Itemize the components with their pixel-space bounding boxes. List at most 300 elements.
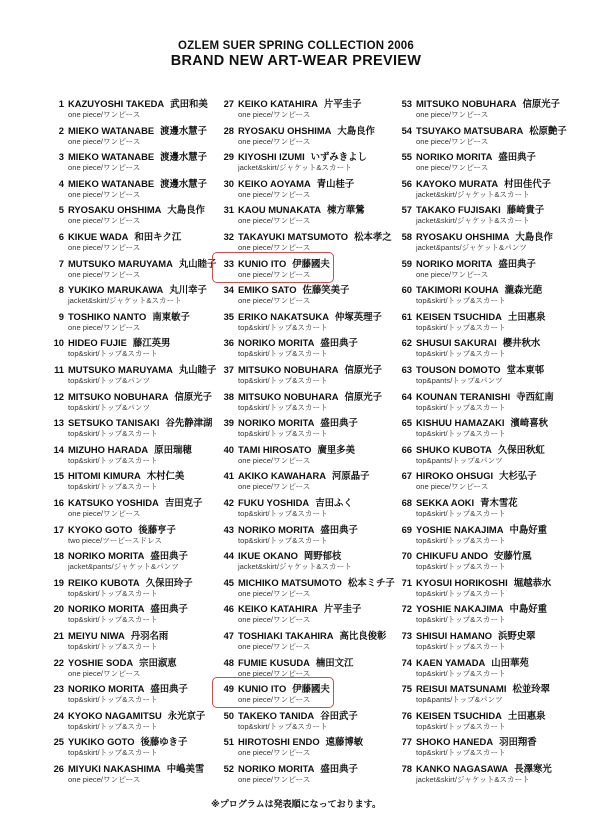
designer-name-japanese: 松原艶子 bbox=[529, 124, 567, 136]
program-entry bbox=[394, 681, 570, 708]
program-entry bbox=[46, 468, 211, 495]
entry-title-line bbox=[46, 468, 184, 482]
designer-name-japanese: いずみきよし bbox=[310, 151, 367, 163]
designer-name-japanese: 谷田武子 bbox=[320, 709, 358, 721]
entry-number: 2 bbox=[58, 124, 64, 136]
program-entry bbox=[46, 522, 211, 549]
garment-type: top&skirt/トップ&スカート bbox=[416, 535, 506, 545]
entry-number: 50 bbox=[223, 709, 234, 721]
designer-name: KYOKO NAGAMITSU bbox=[68, 709, 162, 721]
garment-type: top&skirt/トップ&スカート bbox=[238, 402, 328, 412]
designer-name: FUMIE KUSUDA bbox=[238, 656, 310, 668]
entry-title-line bbox=[216, 415, 358, 429]
program-entry bbox=[394, 96, 570, 123]
designer-name: NORIKO MORITA bbox=[68, 603, 145, 615]
program-entry bbox=[394, 708, 570, 735]
entry-title-line bbox=[216, 708, 358, 722]
designer-name: KUNIO ITO bbox=[238, 257, 287, 269]
designer-name-japanese: 盛田典子 bbox=[320, 523, 358, 535]
entry-number: 10 bbox=[53, 337, 64, 349]
garment-type: top&skirt/トップ&スカート bbox=[68, 695, 158, 705]
garment-type: one piece/ワンピース bbox=[238, 695, 311, 705]
entry-number: 46 bbox=[223, 603, 234, 615]
garment-type: jacket&skirt/ジャケット&スカート bbox=[68, 296, 182, 306]
program-entry bbox=[46, 123, 211, 150]
designer-name-japanese: 盛田典子 bbox=[150, 603, 188, 615]
designer-name-japanese: 藤江英男 bbox=[132, 337, 171, 349]
garment-type: one piece/ワンピース bbox=[416, 110, 489, 119]
entry-title-line bbox=[46, 415, 212, 429]
entry-title-line bbox=[216, 229, 392, 243]
designer-name-japanese: 高比良俊彰 bbox=[339, 630, 387, 641]
designer-name-japanese: 伊藤國夫 bbox=[292, 257, 330, 269]
garment-type: one piece/ワンピース bbox=[238, 189, 311, 199]
garment-type: top&skirt/トップ&スカート bbox=[238, 322, 328, 332]
designer-name-japanese: 南東敏子 bbox=[152, 310, 190, 322]
entry-title-line bbox=[394, 389, 554, 403]
entry-number: 61 bbox=[401, 310, 412, 322]
garment-type: top&skirt/トップ&スカート bbox=[68, 588, 158, 598]
designer-name-japanese: 原田瑞穂 bbox=[154, 443, 192, 455]
designer-name-japanese: 信原光子 bbox=[344, 364, 383, 375]
entry-title-line bbox=[216, 468, 370, 482]
entry-title-line bbox=[46, 628, 168, 642]
entry-title-line bbox=[394, 442, 545, 456]
designer-name: MICHIKO MATSUMOTO bbox=[238, 576, 342, 588]
designer-name-japanese: 和田キク江 bbox=[134, 231, 182, 242]
designer-name: FUKU YOSHIDA bbox=[238, 497, 310, 508]
garment-type: one piece/ワンピース bbox=[68, 668, 141, 678]
designer-name: NORIKO MORITA bbox=[68, 550, 145, 562]
designer-name-japanese: 久保田玲子 bbox=[145, 576, 193, 588]
designer-name: NORIKO MORITA bbox=[238, 417, 315, 429]
program-entry bbox=[216, 389, 388, 416]
entry-title-line bbox=[46, 229, 181, 243]
garment-type: top&skirt/トップ&パンツ bbox=[68, 402, 151, 412]
garment-type: top&skirt/トップ&スカート bbox=[68, 349, 158, 359]
program-entry bbox=[216, 628, 388, 655]
garment-type: one piece/ワンピース bbox=[68, 136, 141, 146]
program-entry bbox=[216, 522, 388, 549]
designer-name: SHOKO HANEDA bbox=[416, 736, 494, 748]
entry-number: 28 bbox=[223, 124, 234, 136]
designer-name-japanese: 宗田淑恵 bbox=[139, 656, 177, 668]
garment-type: jacket&skirt/ジャケット&スカート bbox=[416, 189, 530, 199]
garment-type: one piece/ワンピース bbox=[68, 243, 141, 252]
entry-number: 56 bbox=[401, 177, 412, 189]
designer-name: KEIKO AOYAMA bbox=[238, 177, 311, 189]
entry-number: 60 bbox=[401, 284, 412, 296]
designer-name-japanese: 谷先静津湖 bbox=[165, 417, 213, 429]
designer-name-japanese: 大杉弘子 bbox=[499, 470, 537, 482]
designer-name-japanese: 中島好重 bbox=[509, 603, 548, 615]
entry-title-line bbox=[46, 708, 205, 722]
program-entry bbox=[46, 362, 217, 389]
designer-name-japanese: 渡邊水慧子 bbox=[160, 151, 207, 163]
designer-name-japanese: 大島良作 bbox=[167, 204, 205, 216]
entry-title-line bbox=[394, 548, 532, 562]
entry-number: 66 bbox=[401, 443, 412, 455]
entry-number: 30 bbox=[223, 177, 234, 189]
entry-title-line bbox=[394, 202, 544, 216]
entry-number: 63 bbox=[401, 364, 412, 375]
garment-type: one piece/ワンピース bbox=[238, 668, 311, 678]
entry-number: 44 bbox=[223, 550, 234, 562]
designer-name: NORIKO MORITA bbox=[68, 683, 145, 695]
designer-name: HITOMI KIMURA bbox=[68, 470, 141, 482]
entry-number: 65 bbox=[401, 417, 412, 429]
program-entry bbox=[394, 761, 570, 788]
designer-name: KANKO NAGASAWA bbox=[416, 763, 509, 774]
entry-number: 71 bbox=[401, 576, 412, 588]
entry-number: 3 bbox=[58, 151, 64, 163]
entry-title-line bbox=[216, 362, 382, 376]
designer-name-japanese: 櫻井秋水 bbox=[502, 337, 541, 349]
garment-type: one piece/ワンピース bbox=[238, 642, 311, 651]
designer-name: KUNIO ITO bbox=[238, 683, 287, 695]
entry-title-line bbox=[216, 335, 358, 349]
entry-number: 40 bbox=[223, 443, 234, 455]
entry-number: 6 bbox=[58, 231, 64, 242]
designer-name: TAKAYUKI MATSUMOTO bbox=[238, 231, 349, 242]
entry-number: 57 bbox=[401, 204, 412, 216]
garment-type: one piece/ワンピース bbox=[238, 243, 311, 252]
designer-name-japanese: 土田惠泉 bbox=[507, 310, 546, 322]
entry-number: 29 bbox=[223, 151, 234, 163]
garment-type: one piece/ワンピース bbox=[68, 189, 141, 199]
entry-number: 19 bbox=[53, 576, 64, 588]
garment-type: one piece/ワンピース bbox=[238, 748, 311, 758]
designer-name-japanese: 青木雪花 bbox=[480, 497, 518, 508]
garment-type: top&skirt/トップ&スカート bbox=[416, 668, 506, 678]
entry-title-line bbox=[46, 123, 207, 137]
program-entry bbox=[394, 123, 570, 150]
entry-title-line bbox=[394, 761, 552, 775]
entry-title-line bbox=[394, 282, 542, 296]
designer-name-japanese: 藤崎貴子 bbox=[506, 204, 545, 216]
program-entry bbox=[394, 468, 570, 495]
preview-title: BRAND NEW ART-WEAR PREVIEW bbox=[170, 53, 422, 69]
entry-number: 39 bbox=[223, 417, 234, 429]
designer-name: KISHUU HAMAZAKI bbox=[416, 417, 505, 429]
designer-name-japanese: 羽田翔香 bbox=[499, 736, 537, 748]
designer-name-japanese: 楠田文江 bbox=[315, 656, 354, 668]
entry-title-line bbox=[46, 96, 208, 110]
garment-type: top&skirt/トップ&スカート bbox=[416, 748, 506, 758]
entry-number: 37 bbox=[223, 364, 234, 375]
designer-name: REIKO KUBOTA bbox=[68, 576, 140, 588]
designer-name-japanese: 遠藤博敏 bbox=[325, 736, 364, 748]
entry-number: 34 bbox=[223, 284, 234, 296]
entry-title-line bbox=[46, 442, 192, 456]
garment-type: one piece/ワンピース bbox=[238, 269, 311, 279]
entry-title-line bbox=[46, 149, 207, 163]
garment-type: top&skirt/トップ&スカート bbox=[416, 296, 506, 306]
program-entry bbox=[46, 681, 211, 708]
entry-number: 9 bbox=[58, 310, 64, 322]
designer-name-japanese: 大島良作 bbox=[337, 124, 375, 136]
entry-title-line bbox=[46, 389, 212, 403]
designer-name: HIDEO FUJIE bbox=[68, 337, 127, 349]
entry-number: 8 bbox=[58, 284, 64, 296]
entry-title-line bbox=[46, 655, 177, 669]
entry-title-line bbox=[394, 575, 551, 589]
designer-name: MUTSUKO MARUYAMA bbox=[68, 364, 173, 375]
program-entry-highlighted bbox=[216, 256, 388, 283]
designer-name-japanese: 山田華苑 bbox=[491, 656, 529, 668]
garment-type: one piece/ワンピース bbox=[68, 269, 141, 279]
entry-title-line bbox=[216, 149, 367, 163]
entry-title-line bbox=[394, 495, 518, 509]
entry-title-line bbox=[394, 309, 545, 323]
program-entry bbox=[216, 202, 388, 229]
entry-number: 78 bbox=[401, 763, 412, 774]
garment-type: top&skirt/トップ&スカート bbox=[68, 642, 158, 651]
program-entry bbox=[46, 202, 211, 229]
designer-name-japanese: 堂本東邨 bbox=[506, 364, 545, 375]
footer-note: ※プログラムは発表順になっております。 bbox=[211, 799, 381, 809]
designer-name: MIZUHO HARADA bbox=[68, 443, 149, 455]
designer-name-japanese: 盛田典子 bbox=[320, 417, 358, 429]
entry-title-line bbox=[394, 362, 544, 376]
designer-name-japanese: 吉田ふく bbox=[315, 497, 353, 508]
entry-title-line bbox=[394, 415, 548, 429]
designer-name: KIKUE WADA bbox=[68, 231, 129, 242]
entry-title-line bbox=[216, 601, 361, 615]
designer-name-japanese: 廣里多美 bbox=[317, 443, 355, 455]
program-entry bbox=[46, 256, 217, 283]
entry-number: 70 bbox=[401, 550, 412, 562]
designer-name: KAOU MUNAKATA bbox=[238, 204, 321, 216]
entry-title-line bbox=[46, 522, 176, 536]
garment-type: top&skirt/トップ&スカート bbox=[416, 429, 506, 439]
entry-number: 13 bbox=[53, 417, 64, 429]
designer-name: NORIKO MORITA bbox=[416, 151, 493, 163]
entry-number: 45 bbox=[223, 576, 234, 588]
entry-title-line bbox=[394, 123, 567, 137]
program-entry bbox=[46, 96, 211, 123]
entry-title-line bbox=[394, 628, 536, 642]
designer-name-japanese: 信原光子 bbox=[174, 390, 213, 402]
designer-name-japanese: 丸川幸子 bbox=[169, 284, 207, 296]
designer-name-japanese: 濱崎喜秋 bbox=[510, 417, 549, 429]
designer-name-japanese: 瀧森光葩 bbox=[504, 284, 543, 296]
designer-name: TOSHIKO NANTO bbox=[68, 310, 147, 322]
program-entry-highlighted bbox=[216, 681, 388, 708]
garment-type: top&skirt/トップ&スカート bbox=[416, 721, 506, 731]
entry-number: 48 bbox=[223, 656, 234, 668]
designer-name: TOSHIAKI TAKAHIRA bbox=[238, 630, 334, 641]
entry-title-line bbox=[216, 495, 353, 509]
entry-title-line bbox=[46, 335, 170, 349]
entry-number: 21 bbox=[53, 630, 64, 641]
program-entry bbox=[394, 575, 570, 602]
designer-name: TAMI HIROSATO bbox=[238, 443, 312, 455]
entry-title-line bbox=[394, 522, 547, 536]
program-entry bbox=[394, 601, 570, 628]
designer-name: TOUSON DOMOTO bbox=[416, 364, 501, 375]
entry-title-line bbox=[394, 655, 529, 669]
entry-number: 69 bbox=[401, 523, 412, 535]
designer-name-japanese: 吉田克子 bbox=[164, 497, 203, 508]
entry-title-line bbox=[394, 681, 550, 695]
entry-number: 72 bbox=[401, 603, 412, 615]
designer-name: SHUSUI SAKURAI bbox=[416, 337, 497, 349]
program-entry bbox=[216, 495, 388, 522]
program-entry bbox=[394, 362, 570, 389]
designer-name-japanese: 信原光子 bbox=[522, 98, 561, 109]
entry-title-line bbox=[394, 601, 547, 615]
entry-number: 68 bbox=[401, 497, 412, 508]
program-entry bbox=[394, 229, 570, 256]
entry-number: 4 bbox=[58, 177, 64, 189]
designer-name: YOSHIE NAKAJIMA bbox=[416, 603, 504, 615]
garment-type: top&pants/トップ&パンツ bbox=[416, 376, 503, 385]
program-entry bbox=[46, 229, 211, 256]
designer-name: MITSUKO NOBUHARA bbox=[416, 98, 517, 109]
designer-name-japanese: 堀越恭水 bbox=[513, 576, 552, 588]
entry-title-line bbox=[216, 202, 365, 216]
program-entry bbox=[46, 176, 211, 203]
garment-type: top&skirt/トップ&スカート bbox=[238, 721, 328, 731]
program-entry bbox=[216, 548, 388, 575]
program-entry bbox=[46, 761, 211, 788]
garment-type: top&skirt/トップ&スカート bbox=[68, 721, 158, 731]
entry-title-line bbox=[216, 389, 382, 403]
entry-title-line bbox=[394, 256, 536, 270]
designer-name-japanese: 佐藤笑美子 bbox=[302, 284, 350, 296]
designer-name: SEKKA AOKI bbox=[416, 497, 475, 508]
program-entry bbox=[46, 389, 211, 416]
designer-name-japanese: 盛田典子 bbox=[150, 550, 188, 562]
entry-number: 31 bbox=[223, 204, 234, 216]
program-entry bbox=[216, 362, 388, 389]
entry-title-line bbox=[394, 468, 537, 482]
program-entry bbox=[46, 655, 211, 682]
program-entry bbox=[216, 734, 388, 761]
garment-type: one piece/ワンピース bbox=[238, 216, 311, 226]
garment-type: top&skirt/トップ&スカート bbox=[416, 642, 506, 651]
entry-title-line bbox=[216, 256, 330, 270]
garment-type: one piece/ワンピース bbox=[68, 322, 141, 332]
designer-name: KATSUKO YOSHIDA bbox=[68, 497, 159, 508]
garment-type: one piece/ワンピース bbox=[416, 136, 489, 146]
garment-type: top&skirt/トップ&スカート bbox=[416, 615, 506, 625]
garment-type: top&skirt/トップ&スカート bbox=[68, 429, 158, 439]
garment-type: top&skirt/トップ&スカート bbox=[68, 748, 158, 758]
entry-title-line bbox=[394, 229, 553, 243]
entry-number: 73 bbox=[401, 630, 412, 641]
entry-number: 16 bbox=[53, 497, 64, 508]
program-entry bbox=[216, 123, 388, 150]
garment-type: one piece/ワンピース bbox=[416, 269, 489, 279]
program-entry bbox=[216, 575, 395, 602]
designer-name: REISUI MATSUNAMI bbox=[416, 683, 507, 695]
designer-name: SHUKO KUBOTA bbox=[416, 443, 492, 455]
entry-number: 33 bbox=[223, 257, 234, 269]
designer-name-japanese: 安藤竹風 bbox=[494, 550, 532, 562]
designer-name: MEIYU NIWA bbox=[68, 630, 125, 641]
entry-title-line bbox=[46, 309, 190, 323]
entry-number: 38 bbox=[223, 390, 234, 402]
program-entry bbox=[216, 309, 388, 336]
entry-number: 75 bbox=[401, 683, 412, 695]
entry-title-line bbox=[46, 575, 193, 589]
designer-name: MIEKO WATANABE bbox=[68, 177, 155, 189]
entry-title-line bbox=[46, 495, 202, 509]
designer-name: KYOSUI HORIKOSHI bbox=[416, 576, 508, 588]
program-entry bbox=[394, 655, 570, 682]
designer-name: EMIKO SATO bbox=[238, 284, 297, 296]
program-entry bbox=[46, 415, 211, 442]
entry-title-line bbox=[216, 522, 358, 536]
entry-title-line bbox=[394, 96, 560, 110]
designer-name: YOSHIE NAKAJIMA bbox=[416, 523, 504, 535]
designer-name-japanese: 木村仁美 bbox=[146, 470, 185, 482]
garment-type: one piece/ワンピース bbox=[68, 163, 141, 173]
garment-type: one piece/ワンピース bbox=[68, 775, 141, 784]
designer-name: KIYOSHI IZUMI bbox=[238, 151, 305, 163]
program-entry bbox=[216, 176, 388, 203]
designer-name: YUKIKO MARUKAWA bbox=[68, 284, 164, 296]
garment-type: one piece/ワンピース bbox=[416, 482, 489, 492]
entry-title-line bbox=[394, 708, 545, 722]
entry-title-line bbox=[216, 761, 358, 775]
designer-name-japanese: 大島良作 bbox=[515, 231, 553, 242]
entry-title-line bbox=[394, 176, 551, 190]
garment-type: top&skirt/トップ&スカート bbox=[416, 562, 506, 572]
entry-number: 14 bbox=[53, 443, 64, 455]
designer-name: HIROKO OHSUGI bbox=[416, 470, 494, 482]
designer-name-japanese: 仲塚英理子 bbox=[334, 310, 382, 322]
program-entry bbox=[394, 282, 570, 309]
garment-type: top&skirt/トップ&スカート bbox=[416, 322, 506, 332]
entry-title-line bbox=[216, 548, 341, 562]
entry-title-line bbox=[46, 761, 204, 775]
entry-title-line bbox=[216, 282, 349, 296]
designer-name: KAEN YAMADA bbox=[416, 656, 486, 668]
designer-name: SHISUI HAMANO bbox=[416, 630, 493, 641]
designer-name: MITSUKO NOBUHARA bbox=[238, 390, 339, 402]
program-entry bbox=[394, 734, 570, 761]
garment-type: top&skirt/トップ&パンツ bbox=[68, 376, 151, 385]
garment-type: one piece/ワンピース bbox=[238, 455, 311, 465]
designer-name-japanese: 盛田典子 bbox=[150, 683, 188, 695]
designer-name: NORIKO MORITA bbox=[238, 337, 315, 349]
entry-number: 22 bbox=[53, 656, 64, 668]
designer-name-japanese: 岡野郁枝 bbox=[303, 550, 342, 562]
entry-title-line bbox=[216, 628, 386, 642]
program-entry bbox=[394, 495, 570, 522]
program-entry bbox=[46, 335, 211, 362]
designer-name: RYOSAKU OHSHIMA bbox=[68, 204, 162, 216]
entry-title-line bbox=[46, 176, 207, 190]
entry-title-line bbox=[216, 123, 375, 137]
program-entry bbox=[394, 522, 570, 549]
designer-name-japanese: 松並玲翠 bbox=[512, 683, 550, 695]
entry-number: 23 bbox=[53, 683, 64, 695]
program-entry bbox=[394, 202, 570, 229]
entry-number: 43 bbox=[223, 523, 234, 535]
designer-name-japanese: 中島好重 bbox=[509, 523, 548, 535]
garment-type: jacket&skirt/ジャケット&スカート bbox=[416, 775, 530, 784]
garment-type: one piece/ワンピース bbox=[238, 110, 311, 119]
designer-name-japanese: 片平圭子 bbox=[323, 98, 362, 109]
designer-name-japanese: 松本ミチ子 bbox=[347, 576, 395, 588]
entry-title-line bbox=[216, 655, 353, 669]
program-entry bbox=[216, 442, 388, 469]
designer-name: TAKEKO TANIDA bbox=[238, 709, 315, 721]
